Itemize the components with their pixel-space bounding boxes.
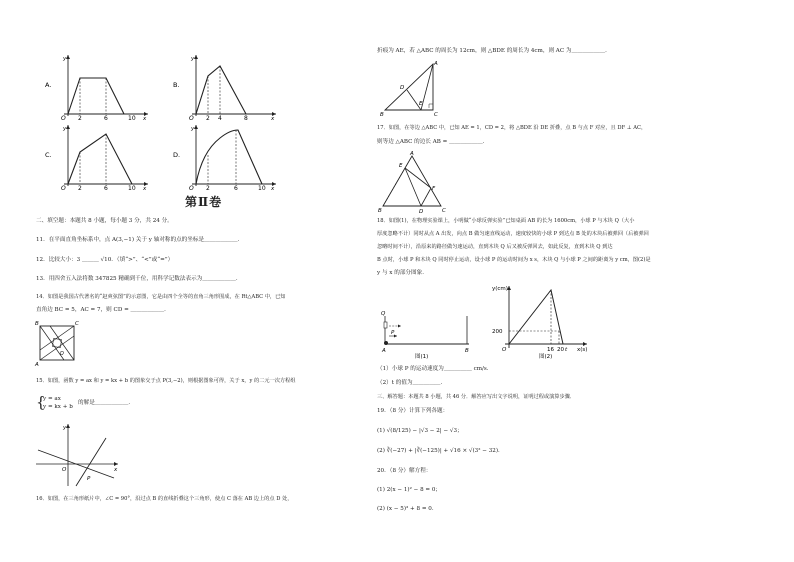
svg-text:y: y: [191, 126, 195, 132]
question-18-line-1: 18．如图(1)，在物理实验课上，小明做“小球反弹实验”已知桌面 AB 的长为 1600cm，小球 P 与木块 Q（大小: [377, 218, 635, 224]
svg-text:D: D: [419, 209, 424, 214]
figure-fold-triangle: [377, 58, 457, 120]
question-20: 20．（8 分）解方程：: [377, 468, 432, 474]
question-18-line-4: B 点时，小球 P 和木块 Q 同时停止运动，设小球 P 的运动时间为 x s，木块 Q 与小球 P 之间的距离为 y cm，图(2)是: [377, 257, 651, 263]
svg-text:x: x: [271, 186, 275, 190]
question-16: 16．如图，在三角形纸片中，∠C = 90°，沿过点 B 的直线折叠这个三角形，使点 C 落在 AB 边上的点 D 处，: [36, 496, 293, 502]
svg-text:O: O: [61, 185, 66, 190]
svg-text:4: 4: [218, 115, 222, 120]
section-2-title: 第Ⅱ卷: [185, 195, 223, 209]
svg-text:y(cm): y(cm): [492, 286, 508, 292]
option-label: A.: [45, 81, 52, 89]
svg-text:B: B: [465, 348, 469, 354]
figure-table-ball: [379, 308, 479, 360]
svg-text:O: O: [502, 347, 507, 353]
svg-text:C: C: [442, 208, 446, 214]
question-15-line-1: 15．如图，函数 y = ax 和 y = kx + b 的图象交于点 P(3,−2)，则根据图象可得，关于 x，y 的二元一次方程组: [36, 378, 296, 384]
svg-text:A: A: [382, 348, 386, 354]
svg-text:2: 2: [206, 185, 210, 190]
graph-option-b: [172, 52, 282, 120]
question-17-line-1: 17．如图，在等边 △ABC 中，已知 AE = 1，CD = 2，将 △BDE 沿 DE 折叠，点 B 与点 F 对应，且 DF ⊥ AC，: [377, 125, 647, 131]
question-15-eq-2: y = kx + b: [43, 404, 73, 410]
question-17-line-2: 则等边 △ABC 的边长 AB = ＿＿＿＿＿＿．: [377, 139, 489, 145]
svg-text:y: y: [191, 56, 195, 62]
section-3-instructions: 三、解答题：本题共 8 小题，共 46 分．解答应写出文字说明，证明过程或演算步骤．: [377, 394, 576, 400]
figure-zhao-shuang: [34, 318, 82, 368]
svg-text:6: 6: [104, 185, 108, 190]
question-12: 12．比较大小：3 ＿＿＿ √10．（填“>”、“<”或“=”）: [36, 257, 174, 263]
figure-equilateral-fold: [377, 148, 457, 214]
graph-option-d: [172, 122, 282, 190]
svg-text:图(1): 图(1): [415, 354, 429, 360]
svg-text:B: B: [380, 112, 384, 118]
graph-option-a: [44, 52, 154, 120]
question-16-continued: 折痕为 AE，若 △ABC 的周长为 12cm，则 △BDE 的周长为 4cm，则 AC 为＿＿＿＿＿＿．: [377, 48, 611, 54]
svg-text:2: 2: [78, 115, 82, 120]
question-15-system-brace: {: [36, 393, 46, 411]
svg-text:Q: Q: [381, 311, 386, 317]
svg-text:P: P: [391, 330, 395, 336]
svg-text:y: y: [63, 56, 67, 62]
svg-text:B: B: [35, 321, 39, 327]
svg-text:2: 2: [206, 115, 210, 120]
svg-text:t: t: [565, 347, 568, 353]
svg-text:A: A: [410, 151, 414, 157]
svg-text:D.: D.: [173, 151, 181, 159]
svg-text:B.: B.: [173, 81, 180, 89]
svg-text:x: x: [114, 467, 118, 473]
svg-text:C.: C.: [45, 151, 52, 159]
svg-text:6: 6: [234, 185, 238, 190]
svg-text:B: B: [378, 208, 382, 214]
question-11: 11．在平面直角坐标系中，点 A(3,−1) 关于 y 轴对称的点的坐标是＿＿＿＿＿＿．: [36, 237, 244, 243]
svg-text:x: x: [143, 116, 147, 120]
svg-text:E: E: [419, 101, 423, 107]
question-19: 19．（8 分）计算下列各题：: [377, 408, 449, 414]
svg-text:10: 10: [258, 185, 266, 190]
svg-text:图(2): 图(2): [539, 354, 553, 360]
figure-distance-time-graph: [491, 282, 601, 360]
svg-text:F: F: [432, 186, 436, 192]
question-18-sub-1: （1）小球 P 的运动速度为＿＿＿＿＿ cm/s．: [377, 366, 493, 372]
svg-text:C: C: [434, 112, 438, 118]
svg-text:2: 2: [78, 185, 82, 190]
svg-text:E: E: [399, 163, 403, 169]
question-20-part-1: (1) 2(x − 1)² − 8 = 0；: [377, 487, 442, 493]
graph-option-c: [44, 122, 154, 190]
question-18-line-2: 厚度忽略不计）同时从点 A 出发，向点 B 做匀速直线运动，速度较快的小球 P 到达点 B 处的木块后被弹回（后被弹回: [377, 231, 649, 237]
question-14-line-1: 14．如图是我国古代著名的“赵爽弦图”的示意图，它是由四个全等的直角三角形围成，在 Rt△ABC 中，已知: [36, 294, 286, 300]
svg-text:20: 20: [557, 347, 564, 353]
svg-text:y: y: [63, 425, 67, 431]
svg-text:x: x: [271, 116, 275, 120]
svg-text:D: D: [400, 85, 405, 91]
svg-text:O: O: [189, 185, 194, 190]
question-18-line-3: 忽略时间不计），沿原来的路径做匀速运动，直到木块 Q 后又被反弹回去，如此反复，直到木块 Q 到达: [377, 244, 613, 250]
question-19-part-1: (1) √(8/125) − |√3 − 2| − √3；: [377, 428, 463, 434]
svg-text:8: 8: [244, 115, 248, 120]
question-19-part-2: (2) ∛(−27) + |∛(−125)| + √16 × √(3² − 32)．: [377, 448, 504, 454]
svg-text:O: O: [189, 115, 194, 120]
svg-text:P: P: [87, 476, 91, 482]
question-15-eq-1: y = ax: [43, 396, 61, 402]
svg-text:O: O: [61, 115, 66, 120]
svg-text:200: 200: [492, 329, 503, 335]
question-20-part-2: (2) (x − 5)³ + 8 = 0．: [377, 506, 438, 512]
question-18-line-5: y 与 x 的部分图象．: [377, 270, 428, 276]
svg-text:y: y: [63, 126, 67, 132]
svg-text:O: O: [62, 467, 67, 473]
question-15-line-2: 的解是＿＿＿＿＿＿．: [78, 400, 134, 406]
svg-text:x(s): x(s): [577, 347, 588, 353]
svg-text:C: C: [75, 321, 79, 327]
section-2-instructions: 二、填空题：本题共 8 小题，每小题 3 分，共 24 分。: [36, 218, 173, 224]
question-18-sub-2: （2）t 的值为＿＿＿＿＿．: [377, 380, 447, 386]
figure-intersecting-lines: [34, 420, 124, 490]
svg-text:x: x: [143, 186, 147, 190]
svg-text:A: A: [35, 362, 39, 368]
svg-text:10: 10: [128, 185, 136, 190]
svg-text:6: 6: [104, 115, 108, 120]
question-13: 13．用四舍五入法将数 347825 精确到千位，用科学记数法表示为＿＿＿＿＿＿．: [36, 276, 242, 282]
svg-text:A: A: [434, 61, 438, 67]
svg-text:10: 10: [128, 115, 136, 120]
svg-text:D: D: [60, 351, 64, 357]
right-column: [377, 0, 794, 562]
question-14-line-2: 直角边 BC = 5，AC = 7，则 CD = ＿＿＿＿＿＿．: [36, 307, 170, 313]
svg-text:16: 16: [547, 347, 554, 353]
